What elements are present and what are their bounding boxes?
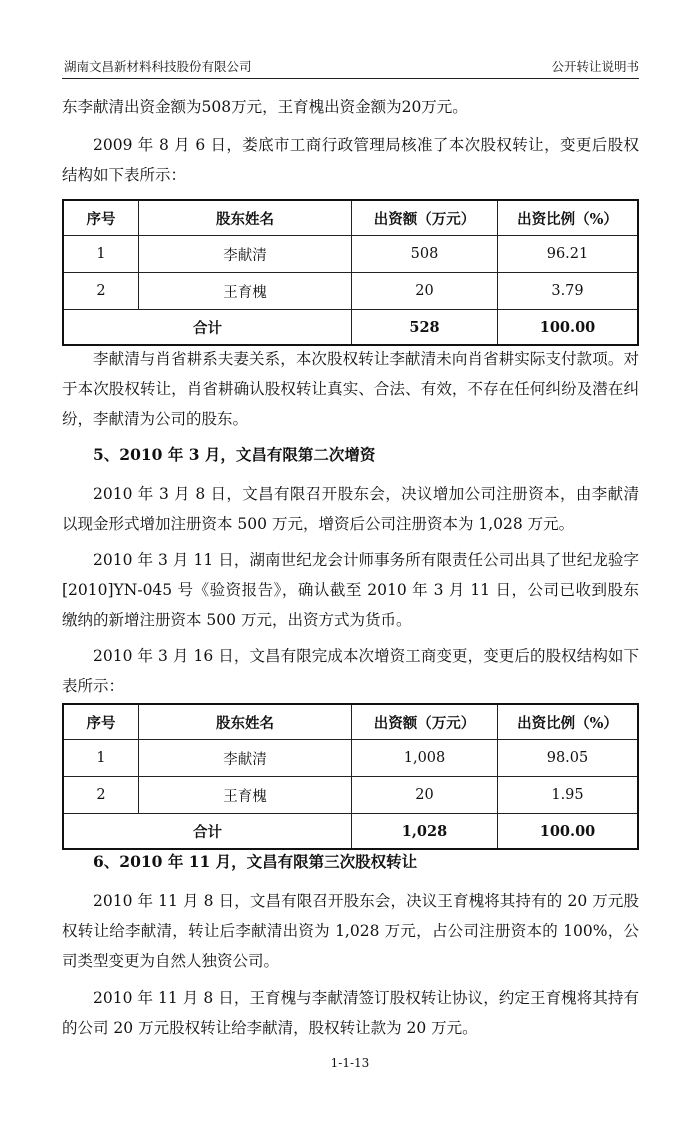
- equity-table-2010: [62, 703, 639, 850]
- paragraph-verification-report: 2010 年 3 月 11 日，湖南世纪龙会计师事务所有限责任公司出具了世纪龙验字[2010]YN-045 号《验资报告》，确认截至 2010 年 3 月 11 日，公司已收到股东缴纳的新增注册资本 500 万元，出资方式为货币。: [62, 551, 639, 629]
- cell-shareholder: 李献清: [139, 236, 352, 273]
- col-header-ratio: 出资比例（%）: [498, 704, 639, 740]
- table-row: [63, 273, 638, 310]
- cell-total-amount: 528: [352, 310, 498, 346]
- section-heading-5: 5、2010 年 3 月，文昌有限第二次增资: [93, 445, 376, 464]
- table-row: [63, 740, 638, 777]
- cell-total-ratio: 100.00: [498, 814, 639, 850]
- cell-shareholder: 李献清: [139, 740, 352, 777]
- paragraph-transfer-agreement: 2010 年 11 月 8 日，王育槐与李献清签订股权转让协议，约定王育槐将其持有的公司 20 万元股权转让给李献清，股权转让款为 20 万元。: [62, 989, 639, 1037]
- cell-ratio: 96.21: [498, 236, 639, 273]
- cell-amount: 508: [352, 236, 498, 273]
- cell-shareholder: 王育槐: [139, 777, 352, 814]
- cell-total-label: 合计: [63, 814, 352, 850]
- header-company-name: 湖南文昌新材料科技股份有限公司: [64, 59, 252, 74]
- cell-seq: 2: [63, 273, 139, 310]
- col-header-amount: 出资额（万元）: [352, 200, 498, 236]
- page-header: [62, 54, 639, 79]
- paragraph-transfer-resolution: 2010 年 11 月 8 日，文昌有限召开股东会，决议王育槐将其持有的 20 万元股权转让给李献清，转让后李献清出资为 1,028 万元，占公司注册资本的 100%，公司类型变更为自然人独资公司。: [62, 892, 639, 970]
- cell-amount: 20: [352, 777, 498, 814]
- col-header-ratio: 出资比例（%）: [498, 200, 639, 236]
- cell-seq: 1: [63, 740, 139, 777]
- paragraph-registration-change: 2010 年 3 月 16 日，文昌有限完成本次增资工商变更，变更后的股权结构如下表所示：: [62, 647, 639, 695]
- cell-ratio: 3.79: [498, 273, 639, 310]
- cell-total-amount: 1,028: [352, 814, 498, 850]
- paragraph-capital-increase: 2010 年 3 月 8 日，文昌有限召开股东会，决议增加公司注册资本，由李献清以现金形式增加注册资本 500 万元，增资后公司注册资本为 1,028 万元。: [62, 485, 639, 533]
- paragraph-capital-amounts: 东李献清出资金额为508万元，王育槐出资金额为20万元。: [62, 98, 468, 116]
- paragraph-spouse-relation: 李献清与肖省耕系夫妻关系，本次股权转让李献清未向肖省耕实际支付款项。对于本次股权转让，肖省耕确认股权转让真实、合法、有效，不存在任何纠纷及潜在纠纷，李献清为公司的股东。: [62, 350, 639, 428]
- equity-table-2009: [62, 199, 639, 346]
- cell-amount: 1,008: [352, 740, 498, 777]
- cell-ratio: 1.95: [498, 777, 639, 814]
- page-number: 1-1-13: [330, 1056, 370, 1070]
- cell-amount: 20: [352, 273, 498, 310]
- col-header-amount: 出资额（万元）: [352, 704, 498, 740]
- col-header-seq: 序号: [63, 200, 139, 236]
- cell-seq: 1: [63, 236, 139, 273]
- cell-seq: 2: [63, 777, 139, 814]
- table-row: [63, 236, 638, 273]
- table-row: [63, 777, 638, 814]
- col-header-seq: 序号: [63, 704, 139, 740]
- table-total-row: [63, 814, 638, 850]
- paragraph-2009-approval: 2009 年 8 月 6 日，娄底市工商行政管理局核准了本次股权转让，变更后股权结构如下表所示：: [62, 136, 639, 184]
- table-total-row: [63, 310, 638, 346]
- cell-total-ratio: 100.00: [498, 310, 639, 346]
- cell-ratio: 98.05: [498, 740, 639, 777]
- section-heading-6: 6、2010 年 11 月，文昌有限第三次股权转让: [93, 852, 418, 871]
- cell-total-label: 合计: [63, 310, 352, 346]
- cell-shareholder: 王育槐: [139, 273, 352, 310]
- col-header-shareholder: 股东姓名: [139, 704, 352, 740]
- table-header-row: [63, 704, 638, 740]
- header-document-type: 公开转让说明书: [551, 59, 639, 74]
- table-header-row: [63, 200, 638, 236]
- col-header-shareholder: 股东姓名: [139, 200, 352, 236]
